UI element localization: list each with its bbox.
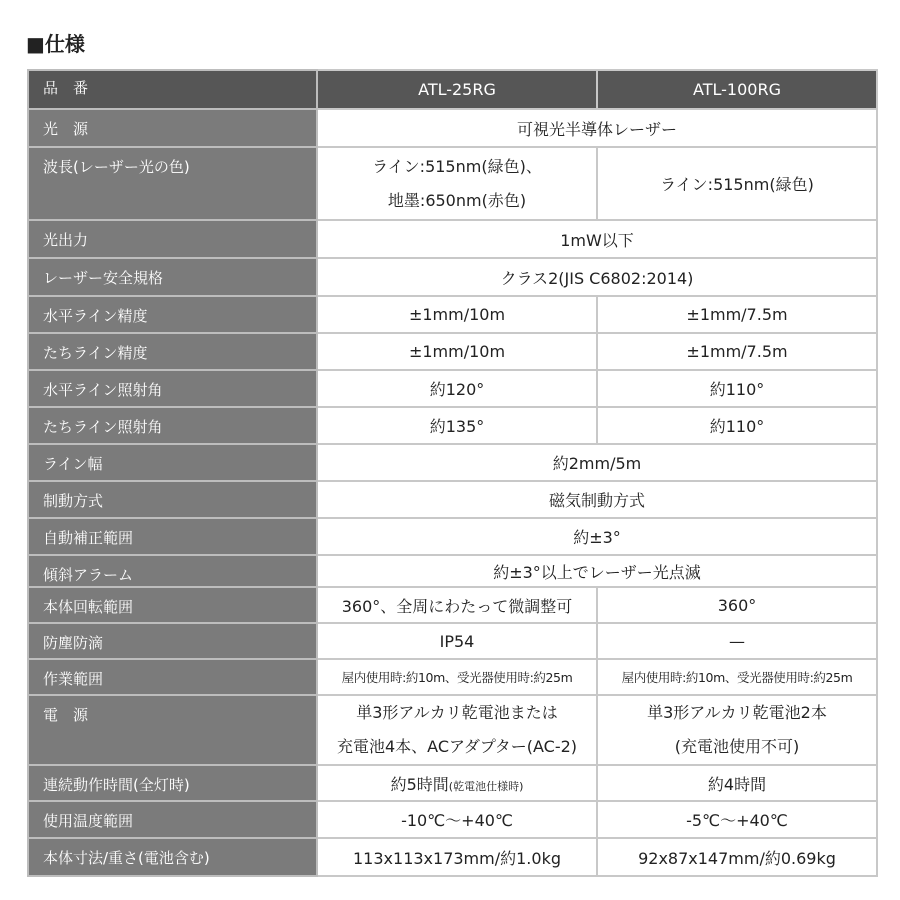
value-cell-atl100rg	[597, 695, 877, 765]
value-cell-atl25rg	[317, 333, 597, 370]
value-cell-atl100rg	[597, 623, 877, 659]
row-label: たちライン精度	[28, 333, 317, 370]
value-cell-atl25rg	[317, 407, 597, 444]
cell-text: 360°、全周にわたって微調整可	[341, 596, 573, 616]
value-cell-atl100rg	[597, 659, 877, 695]
table-row	[28, 258, 877, 296]
cell-text: 約120°	[429, 380, 485, 399]
cell-text: 屋内使用時:約10m、受光器使用時:約25m	[621, 670, 853, 685]
value-cell-atl25rg	[317, 296, 597, 333]
cell-text: 屋内使用時:約10m、受光器使用時:約25m	[341, 670, 573, 685]
table-row	[28, 587, 877, 623]
value-cell-atl25rg	[317, 623, 597, 659]
table-row	[28, 109, 877, 147]
row-label: 波長(レーザー光の色)	[28, 147, 317, 220]
row-label: たちライン照射角	[28, 407, 317, 444]
value-cell-atl25rg	[317, 801, 597, 838]
cell-text: ±1mm/10m	[408, 305, 506, 324]
value-cell-atl100rg	[597, 838, 877, 876]
cell-text: IP54	[439, 631, 475, 651]
row-label: 水平ライン照射角	[28, 370, 317, 407]
cell-line: 単3形アルカリ乾電池2本	[647, 703, 827, 722]
cell-text: 92x87x147mm/約0.69kg	[638, 848, 836, 868]
value-cell-shared: 約±3°以上でレーザー光点滅	[317, 555, 877, 587]
table-header-row	[28, 70, 877, 109]
cell-line: 充電池4本、ACアダプター(AC-2)	[336, 737, 578, 756]
table-row	[28, 481, 877, 518]
row-label: 本体寸法/重さ(電池含む)	[28, 838, 317, 876]
row-label: 電 源	[28, 695, 317, 765]
value-cell-atl100rg	[597, 801, 877, 838]
header-model-2: ATL-100RG	[597, 70, 877, 109]
row-label: 防塵防滴	[28, 623, 317, 659]
value-cell-atl100rg	[597, 587, 877, 623]
value-cell-atl100rg	[597, 765, 877, 801]
value-cell-shared: 1mW以下	[317, 220, 877, 258]
value-cell-atl25rg	[317, 587, 597, 623]
value-cell-shared: 約2mm/5m	[317, 444, 877, 481]
row-label: 傾斜アラーム	[28, 555, 317, 587]
row-label: ライン幅	[28, 444, 317, 481]
table-row	[28, 296, 877, 333]
value-cell-shared: クラス2(JIS C6802:2014)	[317, 258, 877, 296]
table-row	[28, 555, 877, 587]
table-row	[28, 444, 877, 481]
cell-text: ±1mm/7.5m	[686, 342, 788, 361]
cell-text: ±1mm/7.5m	[686, 305, 788, 324]
value-cell-atl25rg	[317, 370, 597, 407]
cell-text: 約5時間	[390, 774, 449, 794]
cell-text: 360°	[717, 595, 757, 615]
row-label: レーザー安全規格	[28, 258, 317, 296]
table-row	[28, 695, 877, 765]
header-model-1: ATL-25RG	[317, 70, 597, 109]
cell-line: 単3形アルカリ乾電池または	[356, 703, 558, 722]
table-row	[28, 333, 877, 370]
cell-text: ±1mm/10m	[408, 342, 506, 361]
table-row	[28, 407, 877, 444]
row-label: 作業範囲	[28, 659, 317, 695]
row-label: 自動補正範囲	[28, 518, 317, 555]
value-cell-shared: 可視光半導体レーザー	[317, 109, 877, 147]
value-cell-atl100rg	[597, 407, 877, 444]
cell-text: 113x113x173mm/約1.0kg	[353, 848, 561, 868]
header-label: 品 番	[28, 70, 317, 109]
table-row	[28, 147, 877, 220]
cell-note: (乾電池仕様時)	[448, 779, 524, 793]
cell-line: (充電池使用不可)	[674, 737, 800, 756]
row-label: 制動方式	[28, 481, 317, 518]
value-cell-atl100rg	[597, 370, 877, 407]
value-cell-shared: 磁気制動方式	[317, 481, 877, 518]
value-cell-atl25rg	[317, 147, 597, 220]
table-row	[28, 370, 877, 407]
cell-text: —	[729, 631, 745, 651]
table-row	[28, 801, 877, 838]
section-title: ■仕様	[26, 32, 85, 56]
cell-line: ライン:515nm(緑色)、	[372, 156, 542, 176]
row-label: 光 源	[28, 109, 317, 147]
value-cell-atl100rg	[597, 147, 877, 220]
table-row	[28, 623, 877, 659]
table-row	[28, 220, 877, 258]
cell-text: ライン:515nm(緑色)	[660, 175, 814, 194]
cell-line: 地墨:650nm(赤色)	[387, 190, 527, 210]
cell-text: -10℃〜+40℃	[401, 811, 513, 830]
row-label: 使用温度範囲	[28, 801, 317, 838]
table-row	[28, 659, 877, 695]
cell-text: -5℃〜+40℃	[686, 811, 788, 830]
value-cell-atl100rg	[597, 333, 877, 370]
row-label: 本体回転範囲	[28, 587, 317, 623]
table-row	[28, 765, 877, 801]
row-label: 光出力	[28, 220, 317, 258]
value-cell-atl25rg	[317, 659, 597, 695]
table-row	[28, 838, 877, 876]
row-label: 水平ライン精度	[28, 296, 317, 333]
value-cell-atl25rg	[317, 838, 597, 876]
table-row	[28, 518, 877, 555]
value-cell-atl25rg	[317, 765, 597, 801]
value-cell-atl25rg	[317, 695, 597, 765]
value-cell-atl100rg	[597, 296, 877, 333]
row-label: 連続動作時間(全灯時)	[28, 765, 317, 801]
cell-text: 約110°	[709, 417, 765, 436]
cell-text: 約4時間	[707, 774, 767, 794]
value-cell-shared: 約±3°	[317, 518, 877, 555]
cell-text: 約110°	[709, 380, 765, 399]
cell-text: 約135°	[429, 417, 485, 436]
spec-table	[27, 69, 878, 877]
